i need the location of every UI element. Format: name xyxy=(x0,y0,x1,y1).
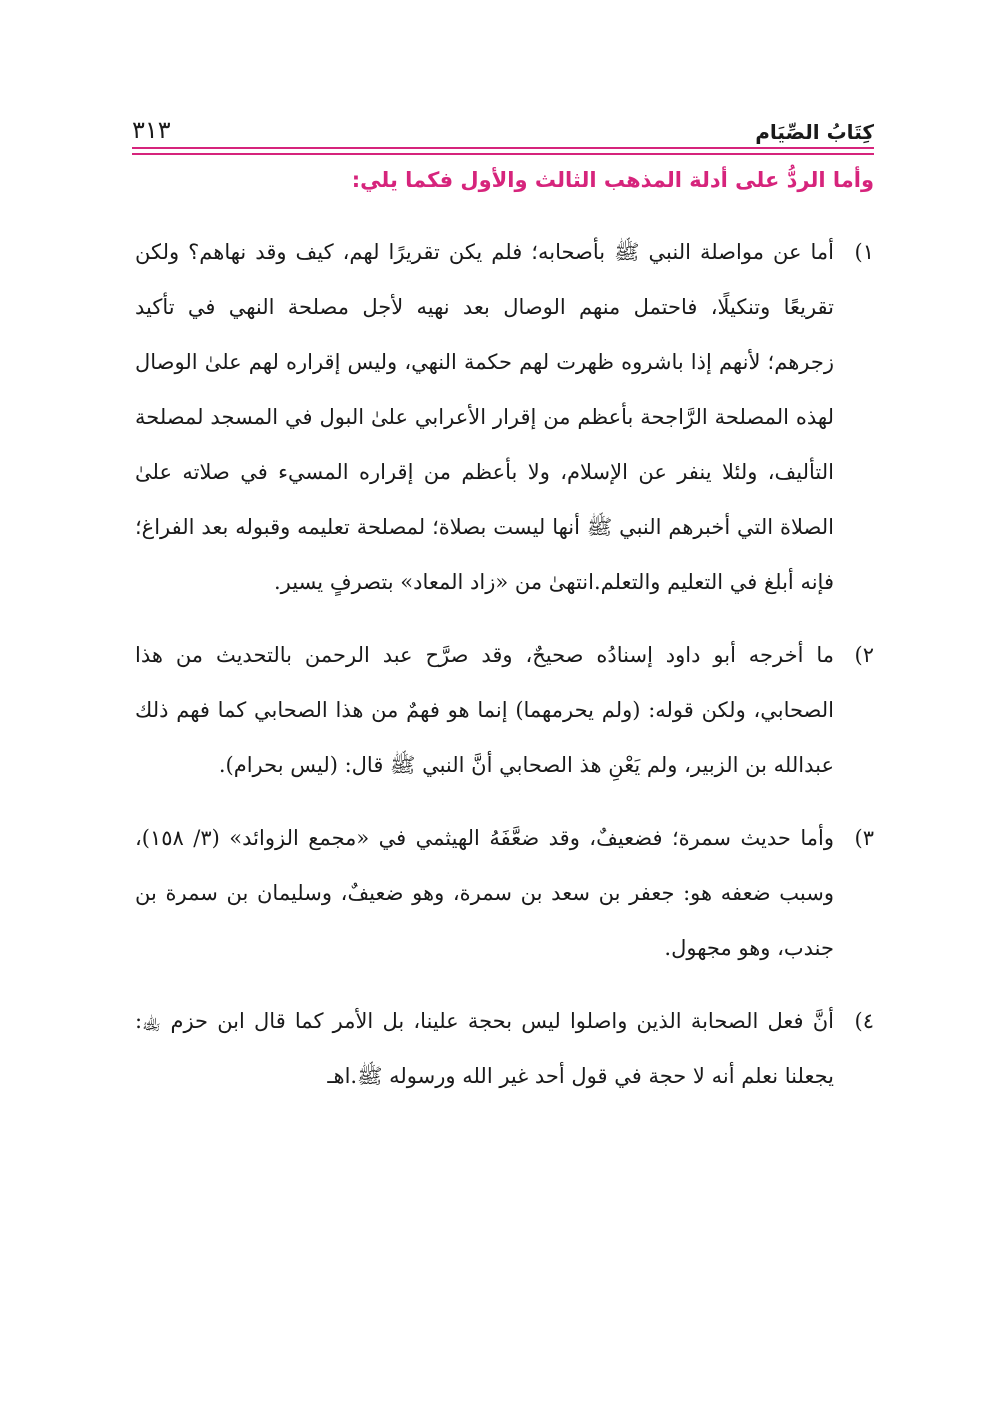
item-number: ٤) xyxy=(854,1009,874,1033)
book-title: كِتَابُ الصِّيَام xyxy=(755,120,874,144)
header-rule-bottom xyxy=(132,153,874,155)
item-number: ٢) xyxy=(854,643,874,667)
numbered-list xyxy=(135,225,874,1122)
page-number: ٣١٣ xyxy=(132,116,171,144)
list-item xyxy=(135,994,874,1104)
item-text: أنَّ فعل الصحابة الذين واصلوا ليس بحجة علينا، بل الأمر كما قال ابن حزم ﵀: يجعلنا نعلم أنه لا حجة في قول أحد غير الله ورسوله ﷺ.اهـ xyxy=(135,1009,834,1088)
list-item xyxy=(135,811,874,976)
item-text: ما أخرجه أبو داود إسنادُه صحيحٌ، وقد صرَّح عبد الرحمن بالتحديث من هذا الصحابي، ولكن قوله: (ولم يحرمهما) إنما هو فهمٌ من هذا الصحابي كما فهم ذلك عبدالله بن الزبير، ولم يَعْنِ هذ الصحابي أنَّ النبي ﷺ قال: (ليس بحرام). xyxy=(135,643,834,777)
item-number: ١) xyxy=(854,240,874,264)
item-text: أما عن مواصلة النبي ﷺ بأصحابه؛ فلم يكن تقريرًا لهم، كيف وقد نهاهم؟ ولكن تقريعًا وتنكيلًا، فاحتمل منهم الوصال بعد نهيه لأجل مصلحة النهي في تأكيد زجرهم؛ لأنهم إذا باشروه ظهرت لهم حكمة النهي، وليس إقراره لهم علىٰ الوصال لهذه المصلحة الرَّاجحة بأعظم من إقرار الأعرابي علىٰ البول في المسجد لمصلحة التأليف، ولئلا ينفر عن الإسلام، ولا بأعظم من إقراره المسيء في صلاته علىٰ الصلاة التي أخبرهم النبي ﷺ أنها ليست بصلاة؛ لمصلحة تعليمه وقبوله بعد الفراغ؛ فإنه أبلغ في التعليم والتعلم.انتهىٰ من «زاد المعاد» بتصرفٍ يسير. xyxy=(135,240,834,594)
header-rule-top xyxy=(132,147,874,149)
list-item xyxy=(135,628,874,793)
item-number: ٣) xyxy=(854,826,874,850)
item-text: وأما حديث سمرة؛ فضعيفٌ، وقد ضعَّفَهُ الهيثمي في «مجمع الزوائد» (٣/ ١٥٨)، وسبب ضعفه هو: جعفر بن سعد بن سمرة، وهو ضعيفٌ، وسليمان بن سمرة بن جندب، وهو مجهول. xyxy=(135,826,834,960)
running-header xyxy=(132,110,874,144)
section-heading: وأما الردُّ على أدلة المذهب الثالث والأول فكما يلي: xyxy=(351,168,874,192)
list-item xyxy=(135,225,874,610)
